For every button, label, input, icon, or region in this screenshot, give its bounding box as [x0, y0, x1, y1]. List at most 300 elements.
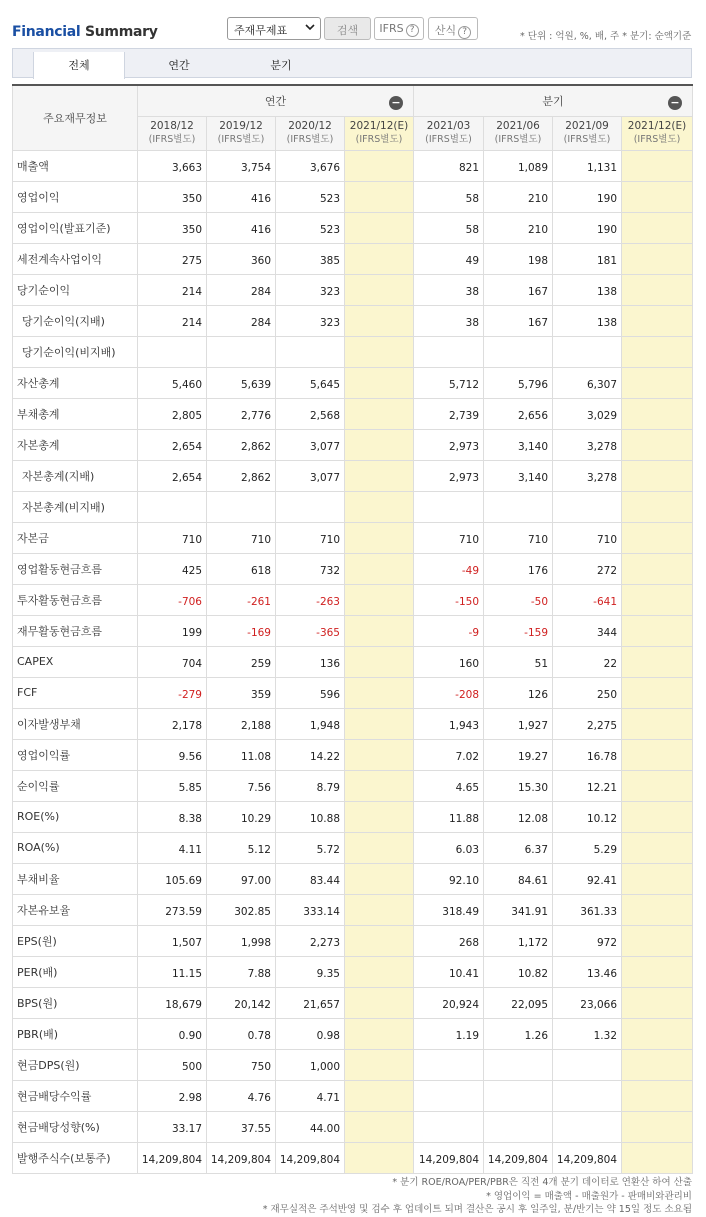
table-cell: 2,656 [484, 398, 553, 429]
table-cell: 4.71 [276, 1080, 345, 1111]
table-cell: 500 [138, 1049, 207, 1080]
table-cell [345, 429, 414, 460]
row-label: 재무활동현금흐름 [13, 615, 138, 646]
table-cell: -150 [414, 584, 484, 615]
table-cell: 16.78 [553, 739, 622, 770]
column-basis: (IFRS별도) [425, 134, 472, 145]
tab-all[interactable]: 전체 [33, 52, 125, 79]
table-cell: 425 [138, 553, 207, 584]
table-cell: 38 [414, 274, 484, 305]
table-row [13, 677, 693, 708]
table-cell: 2,654 [138, 460, 207, 491]
table-cell [345, 987, 414, 1018]
table-cell: 272 [553, 553, 622, 584]
collapse-annual-icon[interactable]: − [389, 96, 403, 110]
table-cell [345, 398, 414, 429]
table-cell: 7.88 [207, 956, 276, 987]
table-row [13, 398, 693, 429]
table-cell [345, 1049, 414, 1080]
table-cell: 2,862 [207, 460, 276, 491]
table-cell: 14,209,804 [553, 1142, 622, 1173]
table-cell: 341.91 [484, 894, 553, 925]
table-cell [138, 336, 207, 367]
table-cell: 7.02 [414, 739, 484, 770]
label-column-header: 주요재무정보 [13, 85, 138, 150]
table-cell [276, 491, 345, 522]
column-basis: (IFRS별도) [355, 134, 403, 145]
table-cell: 416 [207, 212, 276, 243]
table-cell: 199 [138, 615, 207, 646]
table-cell: 1,131 [553, 150, 622, 181]
table-cell: 12.08 [484, 801, 553, 832]
table-cell [345, 801, 414, 832]
table-cell: 20,142 [207, 987, 276, 1018]
table-cell [345, 646, 414, 677]
row-label: 영업이익(발표기준) [13, 212, 138, 243]
table-cell [622, 863, 693, 894]
column-header [414, 116, 484, 150]
row-label: 당기순이익 [13, 274, 138, 305]
table-row [13, 150, 693, 181]
table-cell: 268 [414, 925, 484, 956]
row-label: PER(배) [13, 956, 138, 987]
table-cell [345, 677, 414, 708]
table-cell [622, 615, 693, 646]
row-label: 투자활동현금흐름 [13, 584, 138, 615]
table-cell: 250 [553, 677, 622, 708]
table-cell [345, 150, 414, 181]
row-label: 이자발생부채 [13, 708, 138, 739]
table-cell: 6.03 [414, 832, 484, 863]
row-label: 당기순이익(비지배) [13, 336, 138, 367]
column-period: 2021/03 [426, 120, 471, 132]
table-cell: 12.21 [553, 770, 622, 801]
column-period: 2021/12(E) [627, 120, 687, 132]
table-cell [345, 1080, 414, 1111]
table-cell: 210 [484, 181, 553, 212]
table-cell [622, 1049, 693, 1080]
table-row [13, 770, 693, 801]
table-cell: 3,077 [276, 429, 345, 460]
table-row [13, 894, 693, 925]
table-cell: 3,278 [553, 460, 622, 491]
table-cell: -263 [276, 584, 345, 615]
table-cell [622, 553, 693, 584]
table-row [13, 1111, 693, 1142]
table-cell: 323 [276, 274, 345, 305]
table-cell [414, 1049, 484, 1080]
help-icon: ? [458, 26, 471, 39]
table-cell: 1.32 [553, 1018, 622, 1049]
table-cell [345, 956, 414, 987]
page-title [12, 24, 158, 40]
table-cell: 618 [207, 553, 276, 584]
table-cell [345, 770, 414, 801]
row-label: 현금DPS(원) [13, 1049, 138, 1080]
table-cell: 92.41 [553, 863, 622, 894]
table-cell: 5.72 [276, 832, 345, 863]
table-cell: 2,568 [276, 398, 345, 429]
footnote: * 재무실적은 주석반영 및 검수 후 업데이트 되며 결산은 공시 후 일주일, 분/반기는 약 15일 정도 소요됨 [262, 1204, 692, 1215]
table-cell [622, 987, 693, 1018]
table-cell: 22 [553, 646, 622, 677]
table-cell: 1.26 [484, 1018, 553, 1049]
footnote: * 분기 ROE/ROA/PER/PBR은 직전 4개 분기 데이터로 연환산 하여 산출 [392, 1177, 692, 1188]
table-cell: 49 [414, 243, 484, 274]
table-cell [622, 398, 693, 429]
table-cell: 350 [138, 181, 207, 212]
table-cell: 596 [276, 677, 345, 708]
table-cell: 710 [553, 522, 622, 553]
table-cell: 710 [414, 522, 484, 553]
table-cell: 11.88 [414, 801, 484, 832]
table-row [13, 491, 693, 522]
table-cell [622, 770, 693, 801]
row-label: ROA(%) [13, 832, 138, 863]
table-row [13, 212, 693, 243]
table-cell: 704 [138, 646, 207, 677]
table-cell: 710 [484, 522, 553, 553]
table-cell [345, 615, 414, 646]
table-cell [622, 181, 693, 212]
table-cell: -9 [414, 615, 484, 646]
table-row [13, 1018, 693, 1049]
table-cell: -208 [414, 677, 484, 708]
table-cell: 83.44 [276, 863, 345, 894]
column-period: 2021/06 [496, 120, 540, 132]
table-cell: 2,178 [138, 708, 207, 739]
table-cell: 7.56 [207, 770, 276, 801]
table-cell [484, 1049, 553, 1080]
table-row [13, 336, 693, 367]
table-row [13, 832, 693, 863]
table-row [13, 1049, 693, 1080]
column-period: 2020/12 [288, 120, 332, 132]
table-cell: 14,209,804 [207, 1142, 276, 1173]
table-cell: 5,712 [414, 367, 484, 398]
table-cell: 1.19 [414, 1018, 484, 1049]
table-row [13, 863, 693, 894]
table-cell [622, 925, 693, 956]
table-cell [345, 243, 414, 274]
column-header [207, 116, 276, 150]
quarter-group-header [414, 85, 693, 116]
table-cell: 138 [553, 305, 622, 336]
table-cell [622, 243, 693, 274]
table-cell [622, 584, 693, 615]
column-header [345, 116, 414, 150]
table-cell: 3,140 [484, 429, 553, 460]
table-cell: 37.55 [207, 1111, 276, 1142]
table-row [13, 553, 693, 584]
table-cell [345, 894, 414, 925]
table-cell: 1,507 [138, 925, 207, 956]
chevron-down-icon [305, 22, 315, 35]
table-cell [345, 1142, 414, 1173]
table-cell: 3,754 [207, 150, 276, 181]
column-header [484, 116, 553, 150]
table-cell: 361.33 [553, 894, 622, 925]
table-cell [345, 1111, 414, 1142]
table-cell: 2.98 [138, 1080, 207, 1111]
table-cell: 385 [276, 243, 345, 274]
row-label: 자본유보율 [13, 894, 138, 925]
table-cell: 198 [484, 243, 553, 274]
table-cell [345, 553, 414, 584]
table-cell: 14,209,804 [414, 1142, 484, 1173]
table-cell: 10.82 [484, 956, 553, 987]
table-cell [345, 708, 414, 739]
table-cell [622, 491, 693, 522]
column-basis: (IFRS별도) [217, 134, 265, 145]
search-button[interactable] [324, 17, 371, 40]
title-accent: Financial [12, 24, 81, 40]
collapse-quarter-icon[interactable]: − [668, 96, 682, 110]
row-label: 영업이익률 [13, 739, 138, 770]
table-cell: 3,077 [276, 460, 345, 491]
table-cell [414, 1080, 484, 1111]
row-label: 부채총계 [13, 398, 138, 429]
search-label: 검색 [336, 24, 359, 37]
table-cell: 167 [484, 305, 553, 336]
table-row [13, 274, 693, 305]
column-basis: (IFRS별도) [633, 134, 681, 145]
row-label: 부채비율 [13, 863, 138, 894]
table-cell [484, 491, 553, 522]
table-cell [345, 925, 414, 956]
table-cell: 6,307 [553, 367, 622, 398]
table-cell [345, 522, 414, 553]
table-cell: 23,066 [553, 987, 622, 1018]
table-cell: 732 [276, 553, 345, 584]
help-icon: ? [406, 24, 419, 37]
table-cell: 214 [138, 274, 207, 305]
table-cell: 3,676 [276, 150, 345, 181]
table-row [13, 584, 693, 615]
table-cell: 5,796 [484, 367, 553, 398]
table-cell: 1,943 [414, 708, 484, 739]
row-label: PBR(배) [13, 1018, 138, 1049]
row-label: 자본총계 [13, 429, 138, 460]
table-row [13, 615, 693, 646]
table-cell [622, 739, 693, 770]
table-cell [622, 336, 693, 367]
table-cell: 1,089 [484, 150, 553, 181]
table-cell [345, 181, 414, 212]
table-cell [622, 460, 693, 491]
table-cell [414, 336, 484, 367]
row-label: 자산총계 [13, 367, 138, 398]
table-cell: 275 [138, 243, 207, 274]
table-cell: 5.12 [207, 832, 276, 863]
table-cell: 2,275 [553, 708, 622, 739]
table-cell: 710 [207, 522, 276, 553]
table-cell: 92.10 [414, 863, 484, 894]
table-cell: 5.29 [553, 832, 622, 863]
column-period: 2021/12(E) [349, 120, 409, 132]
table-cell: 360 [207, 243, 276, 274]
table-cell [622, 708, 693, 739]
table-cell: 821 [414, 150, 484, 181]
table-cell: 33.17 [138, 1111, 207, 1142]
table-cell [345, 212, 414, 243]
row-label: 자본총계(비지배) [13, 491, 138, 522]
table-cell [622, 1018, 693, 1049]
table-cell [553, 336, 622, 367]
table-cell: 38 [414, 305, 484, 336]
table-cell [345, 460, 414, 491]
table-cell: 2,973 [414, 460, 484, 491]
table-cell [553, 1080, 622, 1111]
table-cell: 160 [414, 646, 484, 677]
table-cell: 138 [553, 274, 622, 305]
table-cell: 14,209,804 [138, 1142, 207, 1173]
row-label: 영업활동현금흐름 [13, 553, 138, 584]
column-basis: (IFRS별도) [286, 134, 334, 145]
table-cell: 10.12 [553, 801, 622, 832]
table-cell: 11.15 [138, 956, 207, 987]
statement-select[interactable] [227, 17, 321, 40]
table-row [13, 305, 693, 336]
column-basis: (IFRS별도) [148, 134, 196, 145]
table-cell [414, 1111, 484, 1142]
table-cell: 190 [553, 212, 622, 243]
table-cell: 8.79 [276, 770, 345, 801]
table-cell: 181 [553, 243, 622, 274]
table-cell: 523 [276, 212, 345, 243]
table-cell [207, 336, 276, 367]
column-period: 2021/09 [565, 120, 609, 132]
row-label: 발행주식수(보통주) [13, 1142, 138, 1173]
table-cell: 2,188 [207, 708, 276, 739]
table-cell: 51 [484, 646, 553, 677]
table-cell: 22,095 [484, 987, 553, 1018]
table-cell [622, 212, 693, 243]
table-row [13, 801, 693, 832]
table-cell: 523 [276, 181, 345, 212]
table-row [13, 243, 693, 274]
table-cell: 176 [484, 553, 553, 584]
table-cell: 284 [207, 274, 276, 305]
table-cell: 0.78 [207, 1018, 276, 1049]
table-cell: 4.11 [138, 832, 207, 863]
table-cell: 359 [207, 677, 276, 708]
table-cell: 1,998 [207, 925, 276, 956]
table-cell: 350 [138, 212, 207, 243]
table-cell: 5,645 [276, 367, 345, 398]
table-cell: 2,273 [276, 925, 345, 956]
table-cell: 214 [138, 305, 207, 336]
table-cell: 273.59 [138, 894, 207, 925]
table-cell: 14,209,804 [484, 1142, 553, 1173]
table-cell [553, 1111, 622, 1142]
table-cell: 2,973 [414, 429, 484, 460]
table-cell: 3,140 [484, 460, 553, 491]
table-cell: 10.88 [276, 801, 345, 832]
table-cell [622, 367, 693, 398]
row-label: 세전계속사업이익 [13, 243, 138, 274]
table-cell [622, 832, 693, 863]
table-cell: 1,000 [276, 1049, 345, 1080]
table-cell [345, 491, 414, 522]
column-header [138, 116, 207, 150]
table-cell [138, 491, 207, 522]
table-cell [345, 336, 414, 367]
table-cell: 136 [276, 646, 345, 677]
toolbar [0, 0, 706, 46]
table-row [13, 181, 693, 212]
table-cell: 323 [276, 305, 345, 336]
table-cell: 344 [553, 615, 622, 646]
table-cell: -261 [207, 584, 276, 615]
table-cell [345, 832, 414, 863]
table-cell [622, 801, 693, 832]
table-cell: 333.14 [276, 894, 345, 925]
table-cell: 2,776 [207, 398, 276, 429]
table-cell: 1,948 [276, 708, 345, 739]
row-label: 당기순이익(지배) [13, 305, 138, 336]
table-row [13, 1142, 693, 1173]
row-label: 순이익률 [13, 770, 138, 801]
table-row [13, 987, 693, 1018]
table-cell: 20,924 [414, 987, 484, 1018]
table-row [13, 522, 693, 553]
table-cell [345, 305, 414, 336]
table-cell: 2,805 [138, 398, 207, 429]
footnote: * 영업이익 = 매출액 - 매출원가 - 판매비와관리비 [486, 1190, 692, 1202]
table-cell: 10.41 [414, 956, 484, 987]
row-label: 현금배당성향(%) [13, 1111, 138, 1142]
table-cell: 10.29 [207, 801, 276, 832]
table-cell [207, 491, 276, 522]
table-cell: 18,679 [138, 987, 207, 1018]
row-label: 자본금 [13, 522, 138, 553]
table-cell: 11.08 [207, 739, 276, 770]
table-cell [484, 1080, 553, 1111]
table-row [13, 739, 693, 770]
table-cell: 3,663 [138, 150, 207, 181]
table-cell [345, 367, 414, 398]
tab-annual[interactable]: 연간 [168, 59, 190, 72]
table-cell: 0.98 [276, 1018, 345, 1049]
table-cell: -49 [414, 553, 484, 584]
row-label: 자본총계(지배) [13, 460, 138, 491]
table-cell: 14,209,804 [276, 1142, 345, 1173]
table-cell [622, 274, 693, 305]
table-cell: 15.30 [484, 770, 553, 801]
table-cell: 58 [414, 181, 484, 212]
table-cell: 1,927 [484, 708, 553, 739]
table-cell: 190 [553, 181, 622, 212]
table-cell [414, 491, 484, 522]
table-row [13, 646, 693, 677]
ifrs-help-button[interactable] [374, 17, 424, 40]
table-cell [622, 1080, 693, 1111]
column-basis: (IFRS별도) [494, 134, 542, 145]
table-cell: 44.00 [276, 1111, 345, 1142]
formula-help-button[interactable] [428, 17, 478, 40]
table-cell: 6.37 [484, 832, 553, 863]
tab-quarter[interactable]: 분기 [270, 59, 292, 72]
table-cell [622, 894, 693, 925]
table-cell: 19.27 [484, 739, 553, 770]
table-cell: 284 [207, 305, 276, 336]
footnotes [263, 1176, 692, 1217]
table-cell [484, 336, 553, 367]
row-label: FCF [13, 677, 138, 708]
table-cell: 21,657 [276, 987, 345, 1018]
table-cell: -641 [553, 584, 622, 615]
